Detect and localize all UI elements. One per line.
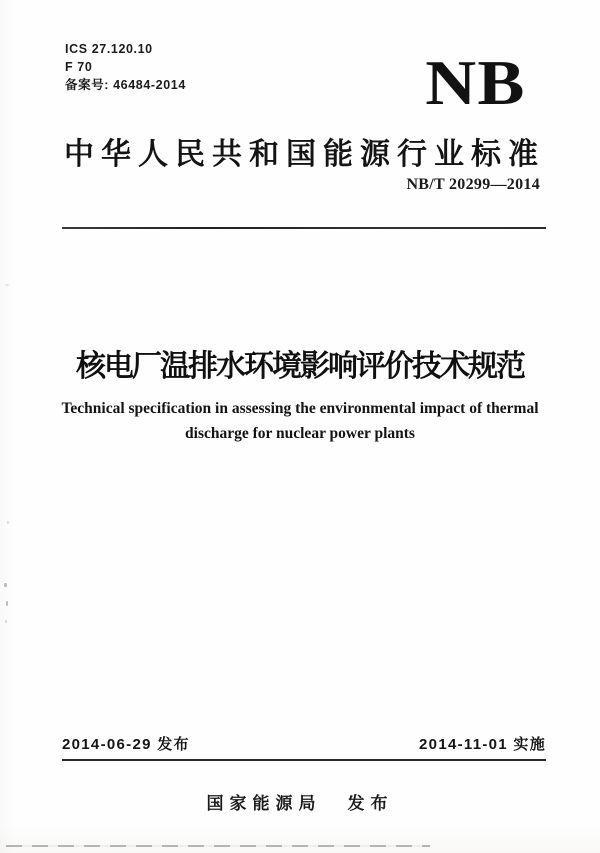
dates-row xyxy=(62,733,546,761)
scan-artifact-speckle xyxy=(7,521,9,524)
scan-artifact-bottom-streak xyxy=(6,845,430,847)
publisher-row xyxy=(0,789,600,814)
english-title-line1: Technical specification in assessing the environmental impact of thermal xyxy=(61,400,539,417)
implementation-date: 2014-11-01 实施 xyxy=(419,736,546,753)
document-title-english xyxy=(0,396,600,446)
publisher-name: 国家能源局 xyxy=(206,794,322,813)
scan-artifact-speckle xyxy=(6,601,8,606)
publish-label: 发布 xyxy=(347,794,394,813)
header-divider-rule xyxy=(62,227,546,229)
standard-category-heading: 中华人民共和国能源行业标准 xyxy=(64,138,545,171)
scan-artifact-speckle xyxy=(4,583,7,587)
document-title-chinese: 核电厂温排水环境影响评价技术规范 xyxy=(76,350,524,383)
scan-artifact-speckle xyxy=(5,284,9,286)
ics-code: ICS 27.120.10 xyxy=(65,42,153,56)
scan-artifact-speckle xyxy=(5,620,7,623)
record-number: 备案号: 46484-2014 xyxy=(65,78,186,92)
standard-number: NB/T 20299—2014 xyxy=(406,176,540,193)
issue-date: 2014-06-29 发布 xyxy=(62,736,190,753)
classification-code: F 70 xyxy=(65,60,93,74)
ics-meta-block xyxy=(65,40,186,94)
english-title-line2: discharge for nuclear power plants xyxy=(185,425,415,442)
nb-logo: NB xyxy=(425,48,526,118)
